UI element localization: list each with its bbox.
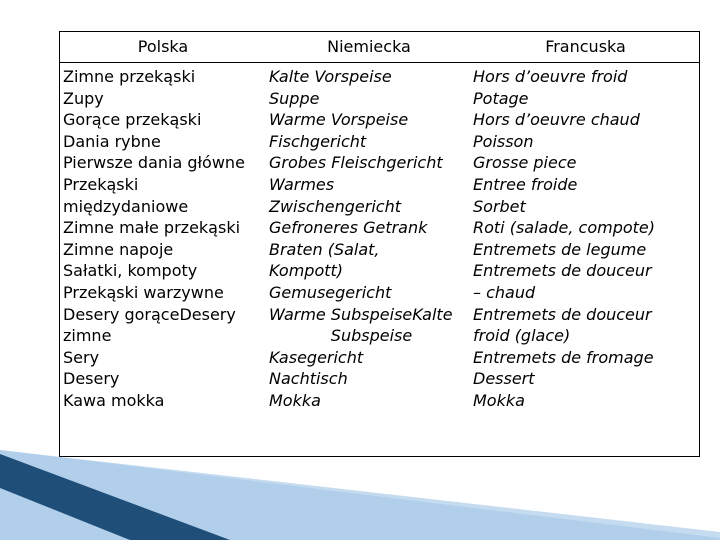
menu-translation-table (59, 31, 700, 457)
french-row: Entremets de legume (473, 239, 647, 259)
french-row: Poisson (473, 131, 534, 151)
german-row: Braten (Salat, (269, 239, 380, 259)
french-column (473, 66, 699, 412)
french-row: Hors d’oeuvre chaud (473, 110, 640, 130)
german-row: Zwischengericht (269, 196, 401, 216)
french-row: Entremets de douceur (473, 304, 652, 324)
polish-row: Sery (63, 347, 100, 367)
german-row: Suppe (269, 88, 320, 108)
polish-row: Gorące przekąski (63, 110, 202, 130)
table-header-row (60, 32, 699, 63)
french-row: Entremets de fromage (473, 347, 654, 367)
header-french: Francuska (545, 37, 626, 56)
german-row: Subspeise (330, 326, 413, 346)
german-row: Nachtisch (269, 369, 348, 389)
french-row: Potage (473, 88, 529, 108)
french-row: Hors d’oeuvre froid (473, 67, 628, 86)
french-row: Entree froide (473, 174, 578, 194)
german-row: Warme Vorspeise (269, 110, 409, 130)
polish-row: Zimne małe przekąski (63, 218, 241, 238)
header-german: Niemiecka (327, 37, 411, 56)
polish-row: Sałatki, kompoty (63, 261, 198, 281)
german-row: Kalte Vorspeise (269, 67, 392, 86)
polish-row: Przekąski (63, 174, 139, 194)
german-row: Kasegericht (269, 347, 364, 367)
decorative-accent-bar (0, 450, 720, 540)
german-column (269, 66, 474, 412)
french-row: Sorbet (473, 196, 526, 216)
german-row: Gefroneres Getrank (269, 218, 428, 238)
polish-row: Zupy (63, 88, 104, 108)
french-row: Dessert (473, 369, 535, 389)
french-row: Mokka (473, 390, 525, 410)
polish-row: Kawa mokka (63, 390, 165, 410)
polish-row: Zimne napoje (63, 239, 174, 259)
header-polish: Polska (137, 37, 189, 56)
german-row: Warmes (269, 174, 335, 194)
polish-row: Desery (63, 369, 120, 389)
german-row: Grobes Fleischgericht (269, 153, 443, 173)
french-row: froid (glace) (473, 326, 571, 346)
german-row: Gemusegericht (269, 282, 392, 302)
polish-row: Dania rybne (63, 131, 161, 151)
polish-row: Pierwsze dania główne (63, 153, 245, 173)
french-row: – chaud (473, 282, 536, 302)
polish-row: Przekąski warzywne (63, 282, 224, 302)
german-row: Mokka (269, 390, 321, 410)
french-row: Roti (salade, compote) (473, 218, 655, 238)
german-row: Warme SubspeiseKalte (269, 304, 453, 324)
german-row: Kompott) (269, 261, 344, 281)
polish-row: międzydaniowe (63, 196, 189, 216)
polish-row: Desery gorąceDesery (63, 304, 236, 324)
polish-row: zimne (63, 326, 112, 346)
french-row: Grosse piece (473, 153, 577, 173)
polish-row: Zimne przekąski (63, 67, 196, 86)
german-row: Fischgericht (269, 131, 367, 151)
polish-column (63, 66, 268, 412)
french-row: Entremets de douceur (473, 261, 652, 281)
